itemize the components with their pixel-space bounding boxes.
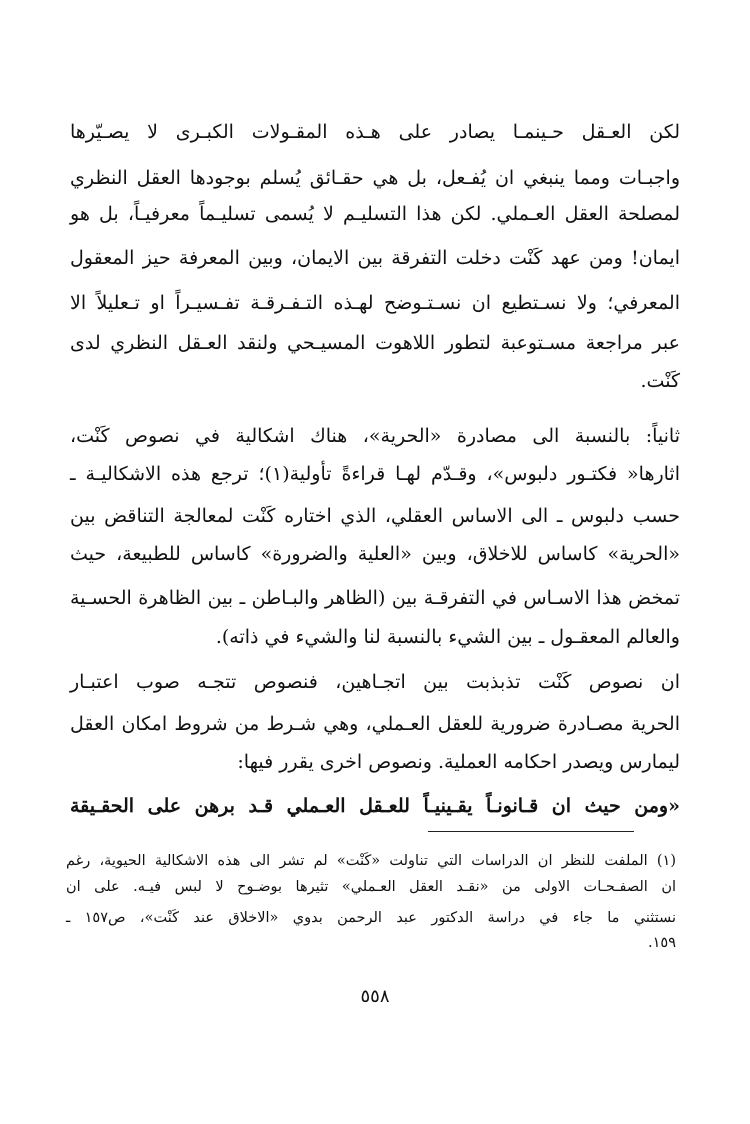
- paragraph-2-line-2: اثارها« فكتـور دلبوس»، وقـدّم لهـا قراءةً تأولية(١)؛ ترجع هذه الاشكاليـة ـ: [70, 463, 680, 485]
- paragraph-2-line-4: «الحرية» كاساس للاخلاق، وبين «العلية والضرورة» كاساس للطبيعة، حيث: [70, 543, 680, 565]
- paragraph-2-line-3: حسب دلبوس ـ الى الاساس العقلي، الذي اختاره كَنْت لمعالجة التناقض بين: [70, 505, 680, 527]
- paragraph-1-line-4: ايمان! ومن عهد كَنْت دخلت التفرقة بين الايمان، وبين المعرفة حيز المعقول: [70, 247, 680, 269]
- paragraph-1-line-7: كَنْت.: [640, 370, 680, 392]
- paragraph-2-line-5: تمخض هذا الاسـاس في التفرقـة بين (الظاهر والبـاطن ـ بين الظاهرة الحسـية: [70, 587, 680, 609]
- quote-line: «ومن حيث ان قـانونـاً يقـينيـاً للعـقل العـملي قـد برهن على الحقـيقة: [70, 795, 680, 817]
- footnote-line-2: ان الصفـحـات الاولى من «نقـد العقل العـملي» تثيرها بوضـوح لا لبس فيـه. على ان: [66, 879, 676, 895]
- paragraph-1-line-3: لمصلحة العقل العـملي. لكن هذا التسليـم لا يُسمى تسليـماً معرفيـاً، بل هو: [70, 203, 680, 225]
- paragraph-3-line-1: ان نصوص كَنْت تذبذبت بين اتجـاهين، فنصوص تتجـه صوب اعتبـار: [70, 671, 680, 693]
- paragraph-1-line-6: عبر مراجعة مسـتوعبة لتطور اللاهوت المسيـحي ولنقد العـقل النظري لدى: [70, 332, 680, 354]
- footnote-separator: [428, 831, 634, 832]
- paragraph-2-line-6: والعالم المعقـول ـ بين الشيء بالنسبة لنا والشيء في ذاته).: [215, 626, 680, 648]
- footnote-line-4: ١٥٩.: [648, 935, 676, 951]
- paragraph-3-line-2: الحرية مصـادرة ضرورية للعقل العـملي، وهي شـرط من شروط امكان العقل: [70, 713, 680, 735]
- paragraph-1-line-1: لكن العـقل حـينمـا يصادر على هـذه المقـولات الكبـرى لا يصـيّرها: [70, 121, 680, 143]
- paragraph-1-line-2: واجبـات ومما ينبغي ان يُفـعل، بل هي حقـائق يُسلم بوجودها العقل النظري: [70, 167, 680, 189]
- footnote-line-1: (١) الملفت للنظر ان الدراسات التي تناولت «كَنْت» لم تشر الى هذه الاشكالية الحيوية، رغم: [66, 853, 676, 869]
- paragraph-2-line-1: ثانياً: بالنسبة الى مصادرة «الحرية»، هناك اشكالية في نصوص كَنْت،: [70, 425, 680, 447]
- paragraph-1-line-5: المعرفي؛ ولا نسـتطيع ان نسـتـوضح لهـذه التـفـرقـة تفـسيـراً او تـعليلاً الا: [70, 292, 680, 314]
- paragraph-3-line-3: ليمارس ويصدر احكامه العملية. ونصوص اخرى يقرر فيها:: [237, 751, 680, 773]
- footnote-line-3: نستثني ما جاء في دراسة الدكتور عبد الرحمن بدوي «الاخلاق عند كَنْت»، ص١٥٧ ـ: [66, 910, 677, 926]
- page-number: ٥٥٨: [360, 986, 390, 1007]
